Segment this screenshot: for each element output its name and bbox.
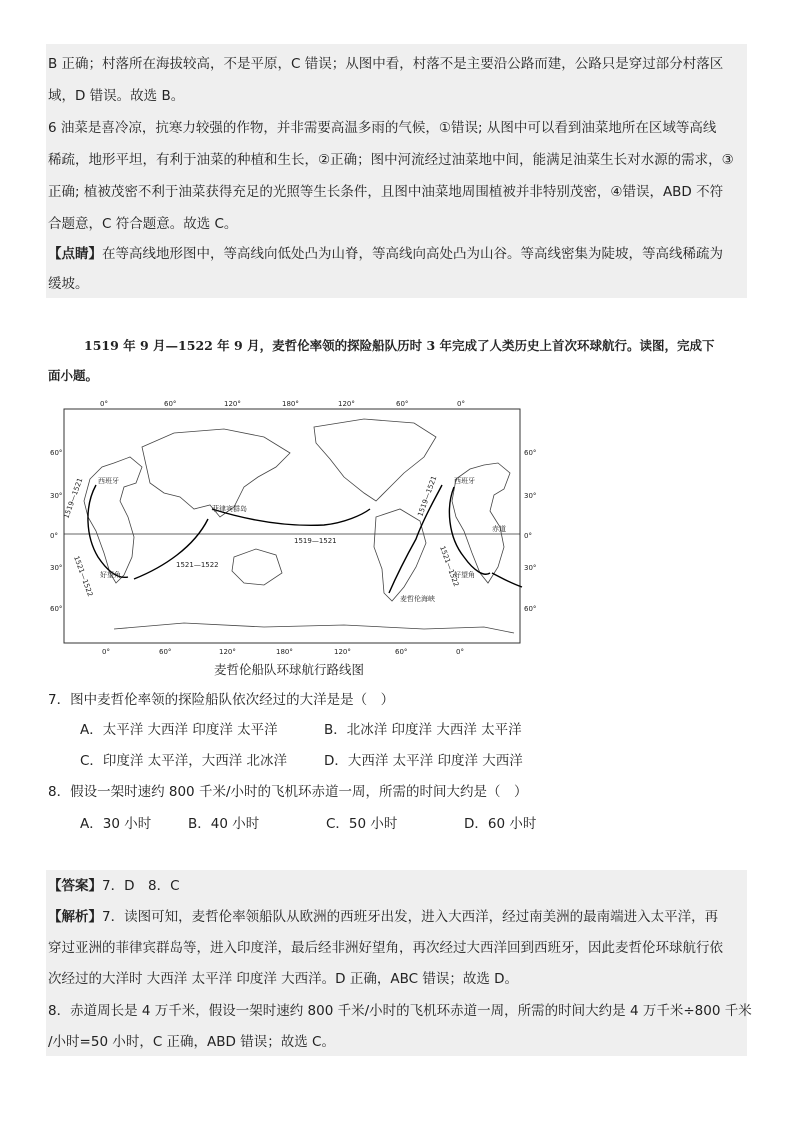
- explanation-line: 正确; 植被茂密不利于油菜获得充足的光照等生长条件，且图中油菜地周围植被并非特别茂密，④错误，ABD 不符: [48, 184, 724, 200]
- explanation-line: 域，D 错误。故选 B。: [48, 88, 185, 104]
- label-year: 1521—1522: [72, 554, 95, 598]
- map-right-lat: 0°: [524, 532, 532, 540]
- answer-tag: 【答案】: [48, 878, 102, 894]
- label-equator: 赤道: [492, 525, 506, 533]
- map-bottom-tick: 120°: [334, 648, 351, 656]
- answer-block: [46, 870, 747, 1056]
- comment-line: 缓坡。: [48, 276, 89, 292]
- explanation-line: 6 油菜是喜冷凉，抗寒力较强的作物，并非需要高温多雨的气候，①错误; 从图中可以看到油菜地所在区域等高线: [48, 120, 717, 136]
- question-intro: 面小题。: [48, 368, 99, 383]
- analysis-line: 穿过亚洲的菲律宾群岛等，进入印度洋，最后经非洲好望角，再次经过大西洋回到西班牙，因此麦哲伦环球航行依: [48, 940, 723, 956]
- analysis-line: 8．赤道周长是 4 万千米，假设一架时速约 800 千米/小时的飞机环赤道一周，所需的时间大约是 4 万千米÷800 千米: [48, 1003, 752, 1019]
- explanation-line: B 正确；村落所在海拔较高，不是平原，C 错误；从图中看，村落不是主要沿公路而建，公路只是穿过部分村落区: [48, 56, 724, 72]
- label-year: 1521—1522: [176, 561, 219, 569]
- comment-text: 在等高线地形图中，等高线向低处凸为山脊，等高线向高处凸为山谷。等高线密集为陡坡，等高线稀疏为: [102, 246, 723, 262]
- map-right-lat: 60°: [524, 449, 537, 457]
- label-philippines: 菲律宾群岛: [212, 505, 247, 513]
- map-top-tick: 0°: [100, 400, 108, 408]
- label-cape: 好望角: [100, 571, 121, 579]
- question-8-option-c: C．50 小时: [326, 816, 398, 832]
- map-top-tick: 120°: [224, 400, 241, 408]
- question-intro: 1519 年 9 月—1522 年 9 月，麦哲伦率领的探险船队历时 3 年完成了人类历史上首次环球航行。读图，完成下: [84, 338, 715, 353]
- map-right-lat: 30°: [524, 492, 537, 500]
- label-year: 1519—1521: [416, 474, 439, 518]
- map-top-tick: 120°: [338, 400, 355, 408]
- question-7-option-d: D．大西洋 太平洋 印度洋 大西洋: [324, 753, 523, 769]
- label-year: 1519—1521: [294, 537, 337, 545]
- map-right-lat: 30°: [524, 564, 537, 572]
- map-right-lat: 60°: [524, 605, 537, 613]
- question-8-option-b: B．40 小时: [188, 816, 260, 832]
- question-8-option-a: A．30 小时: [80, 816, 152, 832]
- map-top-tick: 180°: [282, 400, 299, 408]
- answer-text: 7．D 8．C: [102, 878, 180, 894]
- label-spain: 西班牙: [98, 477, 119, 485]
- map-bottom-tick: 60°: [159, 648, 172, 656]
- map-bottom-tick: 0°: [102, 648, 110, 656]
- map-left-lat: 30°: [50, 492, 63, 500]
- label-strait: 麦哲伦海峡: [400, 595, 435, 603]
- map-left-lat: 0°: [50, 532, 58, 540]
- map-caption: 麦哲伦船队环球航行路线图: [214, 662, 365, 677]
- magellan-route-map: [44, 397, 548, 659]
- label-cape: 好望角: [454, 571, 475, 579]
- map-left-lat: 60°: [50, 605, 63, 613]
- map-left-lat: 60°: [50, 449, 63, 457]
- comment-line: [48, 244, 723, 264]
- map-left-lat: 30°: [50, 564, 63, 572]
- label-spain: 西班牙: [454, 477, 475, 485]
- map-top-tick: 60°: [164, 400, 177, 408]
- map-top-tick: 0°: [457, 400, 465, 408]
- label-year: 1519—1521: [62, 476, 85, 520]
- analysis-line: /小时=50 小时，C 正确，ABD 错误；故选 C。: [48, 1034, 335, 1050]
- question-8-option-d: D．60 小时: [464, 816, 537, 832]
- analysis-line: [48, 907, 718, 927]
- analysis-text: 7．读图可知，麦哲伦率领船队从欧洲的西班牙出发，进入大西洋，经过南美洲的最南端进入太平洋，再: [102, 909, 719, 925]
- map-top-tick: 60°: [396, 400, 409, 408]
- question-7-option-a: A．太平洋 大西洋 印度洋 太平洋: [80, 722, 278, 738]
- comment-tag: 【点睛】: [48, 246, 102, 262]
- map-bottom-tick: 60°: [395, 648, 408, 656]
- map-bottom-tick: 0°: [456, 648, 464, 656]
- question-7-stem: 7．图中麦哲伦率领的探险船队依次经过的大洋是是（ ）: [48, 692, 395, 708]
- analysis-tag: 【解析】: [48, 909, 102, 925]
- question-8-stem: 8．假设一架时速约 800 千米/小时的飞机环赤道一周，所需的时间大约是（ ）: [48, 784, 528, 800]
- explanation-line: 稀疏，地形平坦，有利于油菜的种植和生长，②正确；图中河流经过油菜地中间，能满足油菜生长对水源的需求，③: [48, 152, 734, 168]
- question-7-option-c: C．印度洋 太平洋，大西洋 北冰洋: [80, 753, 288, 769]
- map-bottom-tick: 120°: [219, 648, 236, 656]
- explanation-line: 合题意，C 符合题意。故选 C。: [48, 216, 238, 232]
- label-year: 1521—1522: [438, 544, 461, 588]
- question-7-option-b: B．北冰洋 印度洋 大西洋 太平洋: [324, 722, 522, 738]
- map-bottom-tick: 180°: [276, 648, 293, 656]
- answer-line: [48, 876, 180, 896]
- analysis-line: 次经过的大洋时 大西洋 太平洋 印度洋 大西洋。D 正确，ABC 错误；故选 D。: [48, 971, 519, 987]
